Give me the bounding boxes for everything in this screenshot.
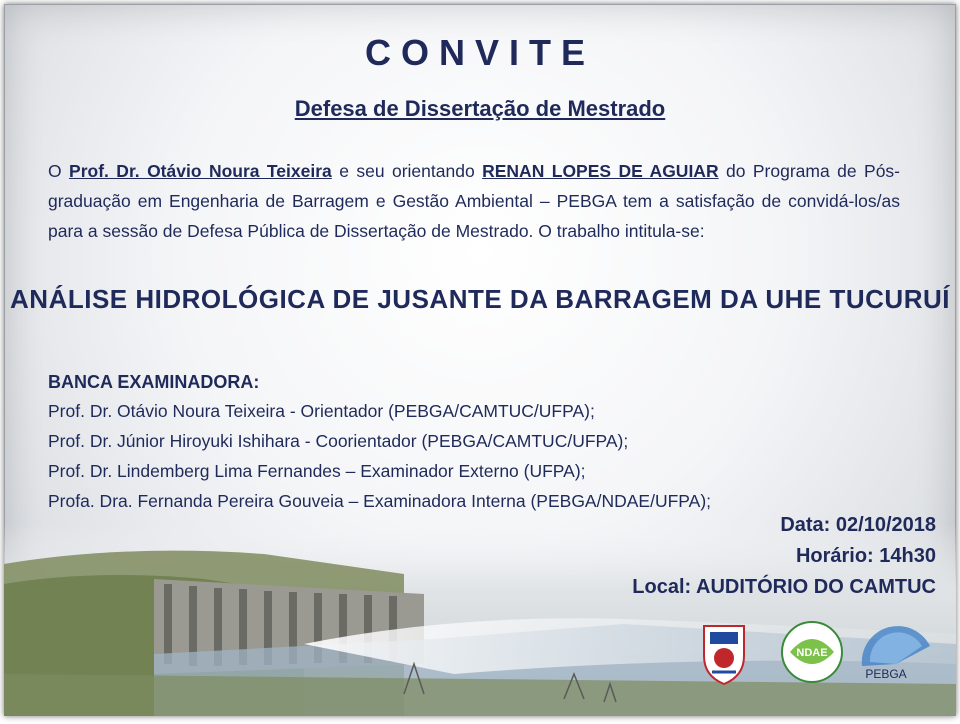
event-details [632,510,936,603]
examination-board [48,368,808,516]
intro-text-3: do Programa de Pós-graduação em Engenharia de Barragem e Gestão Ambiental – PEBGA tem a satisfação de convidá-los/as para a sessão de Defesa Pública de Dissertação de Mestrado. O trabalho intitula-se: [48,161,901,241]
board-member: Profa. Dra. Fernanda Pereira Gouveia – Examinadora Interna (PEBGA/NDAE/UFPA); [48,491,712,511]
intro-text-2: e seu orientando [331,161,483,181]
ndae-logo [782,622,842,682]
thesis-title: ANÁLISE HIDROLÓGICA DE JUSANTE DA BARRAGEM DA UHE TUCURUÍ [10,284,950,314]
logos [694,616,934,688]
pebga-text: PEBGA [865,667,907,681]
pebga-logo [862,626,930,681]
intro-paragraph [48,156,900,246]
student-name: RENAN LOPES DE AGUIAR [482,161,719,181]
event-time: Horário: 14h30 [795,545,936,567]
intro-text-1: O [48,161,70,181]
board-member: Prof. Dr. Otávio Noura Teixeira - Orientador (PEBGA/CAMTUC/UFPA); [48,401,595,421]
event-place: Local: AUDITÓRIO DO CAMTUC [632,576,936,598]
invitation-page [4,4,956,716]
board-heading: BANCA EXAMINADORA: [48,372,260,392]
event-date: Data: 02/10/2018 [780,514,936,536]
board-member: Prof. Dr. Lindemberg Lima Fernandes – Examinador Externo (UFPA); [48,461,586,481]
advisor-name: Prof. Dr. Otávio Noura Teixeira [69,161,332,181]
invitation-title: CONVITE [364,32,595,73]
board-member: Prof. Dr. Júnior Hiroyuki Ishihara - Coorientador (PEBGA/CAMTUC/UFPA); [48,431,629,451]
event-subtitle: Defesa de Dissertação de Mestrado [294,96,666,121]
ufpa-logo [704,626,744,684]
ndae-text: NDAE [796,647,828,659]
